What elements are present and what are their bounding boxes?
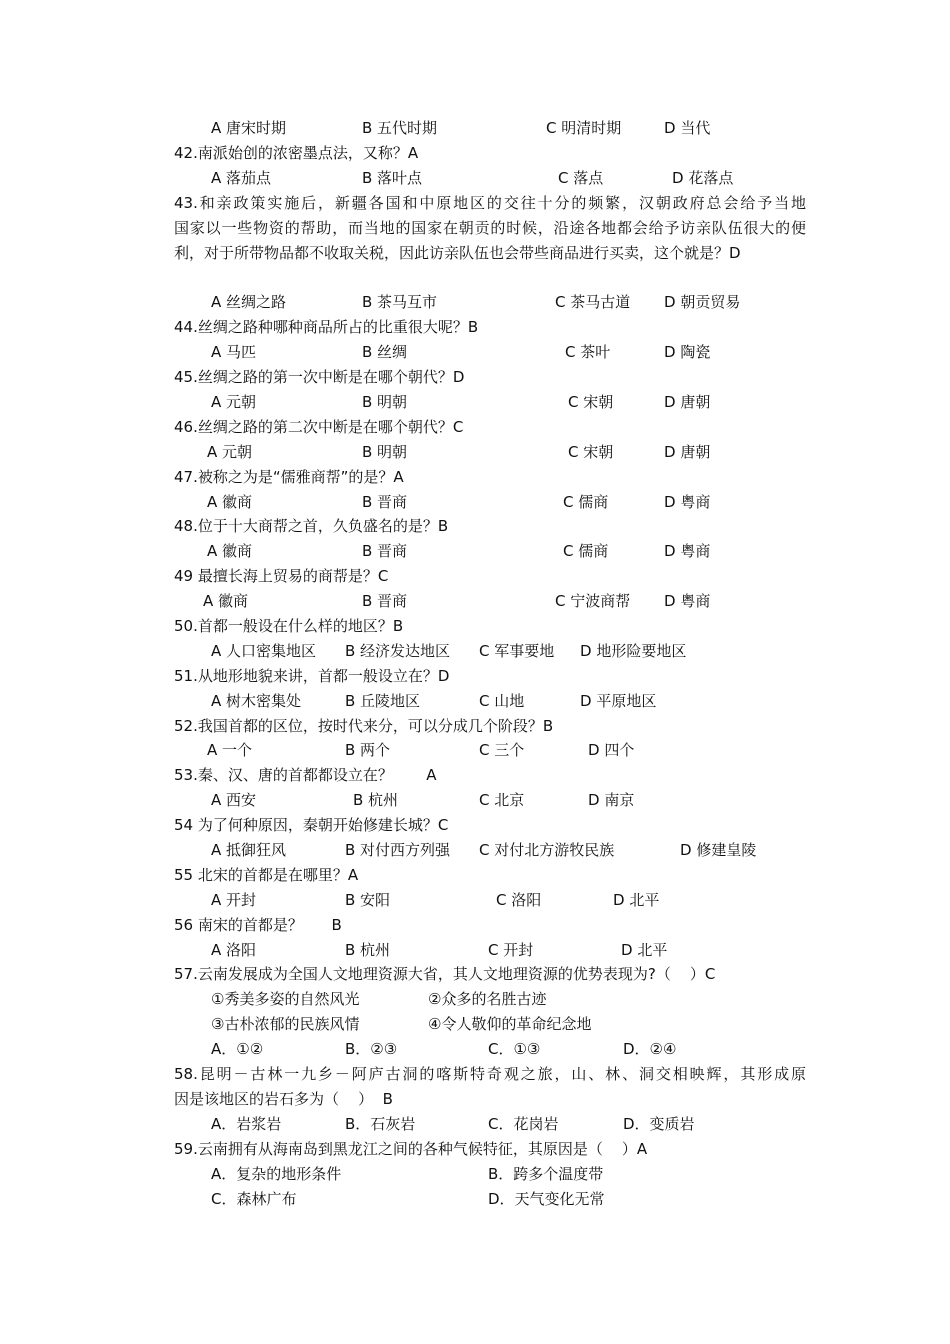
question-46: 46.丝绸之路的第二次中断是在哪个朝代？C [174, 418, 464, 436]
option-d: D 粤商 [664, 592, 711, 610]
option-b: B 五代时期 [362, 119, 438, 137]
option-c: C 对付北方游牧民族 [479, 841, 615, 859]
option-b: B 落叶点 [362, 169, 423, 187]
option-a: A 元朝 [207, 443, 253, 461]
option-d: D 粤商 [664, 493, 711, 511]
option-a: A 一个 [207, 741, 253, 759]
option-2: ②众多的名胜古迹 [428, 990, 547, 1008]
option-c: C 宁波商帮 [555, 592, 631, 610]
question-45: 45.丝绸之路的第一次中断是在哪个朝代？D [174, 368, 465, 386]
option-b: B 晋商 [362, 592, 408, 610]
option-a: A 洛阳 [211, 941, 257, 959]
option-b: B 晋商 [362, 542, 408, 560]
option-a: A 人口密集地区 [211, 642, 317, 660]
question-58-line-1: 58.昆明－古林一九乡－阿庐古洞的喀斯特奇观之旅，山、林、洞交相映辉，其形成原 [174, 1065, 806, 1083]
option-a: A．复杂的地形条件 [211, 1165, 342, 1183]
option-b: B 两个 [345, 741, 391, 759]
option-c: C 北京 [479, 791, 525, 809]
option-d: D 唐朝 [664, 393, 711, 411]
option-c: C 洛阳 [496, 891, 542, 909]
option-a: A 抵御狂风 [211, 841, 287, 859]
option-d: D 四个 [588, 741, 635, 759]
option-c: C 茶马古道 [555, 293, 631, 311]
question-44: 44.丝绸之路种哪种商品所占的比重很大呢？B [174, 318, 479, 336]
question-55: 55 北宋的首都是在哪里？A [174, 866, 359, 884]
option-d: D 当代 [664, 119, 711, 137]
option-c: C 宋朝 [568, 393, 614, 411]
option-b: B 对付西方列强 [345, 841, 451, 859]
option-b: B 经济发达地区 [345, 642, 451, 660]
question-43-line-3: 利，对于所带物品都不收取关税，因此访亲队伍也会带些商品进行买卖，这个就是？D [174, 244, 741, 262]
option-d: D 朝贡贸易 [664, 293, 741, 311]
option-a: A 西安 [211, 791, 257, 809]
question-47: 47.被称之为是“儒雅商帮”的是？A [174, 468, 404, 486]
option-b: B 茶马互市 [362, 293, 438, 311]
option-c: C．森林广布 [211, 1190, 297, 1208]
option-c: C．花岗岩 [488, 1115, 559, 1133]
option-a: A 丝绸之路 [211, 293, 287, 311]
option-d: D 平原地区 [580, 692, 657, 710]
option-a: A 唐宋时期 [211, 119, 287, 137]
question-53: 53.秦、汉、唐的首都都设立在？ A [174, 766, 437, 784]
option-a: A 元朝 [211, 393, 257, 411]
question-43-line-1: 43.和亲政策实施后，新疆各国和中原地区的交往十分的频繁，汉朝政府总会给予当地 [174, 194, 806, 212]
option-c: C 山地 [479, 692, 525, 710]
option-a: A 开封 [211, 891, 257, 909]
option-c: C 三个 [479, 741, 525, 759]
option-c: C 落点 [558, 169, 604, 187]
option-b: B 明朝 [362, 393, 408, 411]
question-56: 56 南宋的首都是？ B [174, 916, 342, 934]
option-c: C 茶叶 [565, 343, 611, 361]
question-57: 57.云南发展成为全国人文地理资源大省，其人文地理资源的优势表现为?（ ）C [174, 965, 716, 983]
question-43-line-2: 国家以一些物资的帮助，而当地的国家在朝贡的时候，沿途各地都会给予访亲队伍很大的便 [174, 219, 806, 237]
question-51: 51.从地形地貌来讲，首都一般设立在？D [174, 667, 450, 685]
option-a: A 树木密集处 [211, 692, 302, 710]
option-c: C 宋朝 [568, 443, 614, 461]
question-59: 59.云南拥有从海南岛到黑龙江之间的各种气候特征，其原因是（ ）A [174, 1140, 648, 1158]
question-50: 50.首都一般设在什么样的地区？B [174, 617, 404, 635]
option-d: D 南京 [588, 791, 635, 809]
option-c: C 军事要地 [479, 642, 555, 660]
option-b: B．跨多个温度带 [488, 1165, 604, 1183]
option-a: A 落茄点 [211, 169, 272, 187]
option-b: B 丝绸 [362, 343, 408, 361]
option-d: D 花落点 [672, 169, 734, 187]
option-d: D 北平 [613, 891, 660, 909]
option-b: B 杭州 [353, 791, 399, 809]
option-c: C 明清时期 [546, 119, 622, 137]
option-b: B．②③ [345, 1040, 398, 1058]
option-d: D 修建皇陵 [680, 841, 757, 859]
option-d: D．天气变化无常 [488, 1190, 605, 1208]
option-d: D 唐朝 [664, 443, 711, 461]
option-c: C 儒商 [563, 542, 609, 560]
question-48: 48.位于十大商帮之首，久负盛名的是？B [174, 517, 449, 535]
option-a: A 徽商 [203, 592, 249, 610]
option-3: ③古朴浓郁的民族风情 [211, 1015, 360, 1033]
option-b: B 明朝 [362, 443, 408, 461]
option-a: A 徽商 [207, 493, 253, 511]
question-58-line-2: 因是该地区的岩石多为（ ） B [174, 1090, 393, 1108]
option-1: ①秀美多姿的自然风光 [211, 990, 360, 1008]
option-b: B 杭州 [345, 941, 391, 959]
option-a: A 马匹 [211, 343, 257, 361]
option-c: C 儒商 [563, 493, 609, 511]
option-4: ④令人敬仰的革命纪念地 [428, 1015, 592, 1033]
question-54: 54 为了何种原因，秦朝开始修建长城？C [174, 816, 449, 834]
option-d: D 地形险要地区 [580, 642, 687, 660]
question-42: 42.南派始创的浓密墨点法，又称？A [174, 144, 419, 162]
option-b: B．石灰岩 [345, 1115, 416, 1133]
question-52: 52.我国首都的区位，按时代来分，可以分成几个阶段？B [174, 717, 554, 735]
option-a: A．岩浆岩 [211, 1115, 282, 1133]
option-b: B 丘陵地区 [345, 692, 421, 710]
option-d: D 北平 [621, 941, 668, 959]
option-a: A 徽商 [207, 542, 253, 560]
option-c: C 开封 [488, 941, 534, 959]
question-49: 49 最擅长海上贸易的商帮是？C [174, 567, 389, 585]
option-b: B 晋商 [362, 493, 408, 511]
option-b: B 安阳 [345, 891, 391, 909]
option-d: D．②④ [623, 1040, 677, 1058]
option-d: D 陶瓷 [664, 343, 711, 361]
option-c: C．①③ [488, 1040, 541, 1058]
option-d: D．变质岩 [623, 1115, 695, 1133]
option-a: A．①② [211, 1040, 264, 1058]
option-d: D 粤商 [664, 542, 711, 560]
